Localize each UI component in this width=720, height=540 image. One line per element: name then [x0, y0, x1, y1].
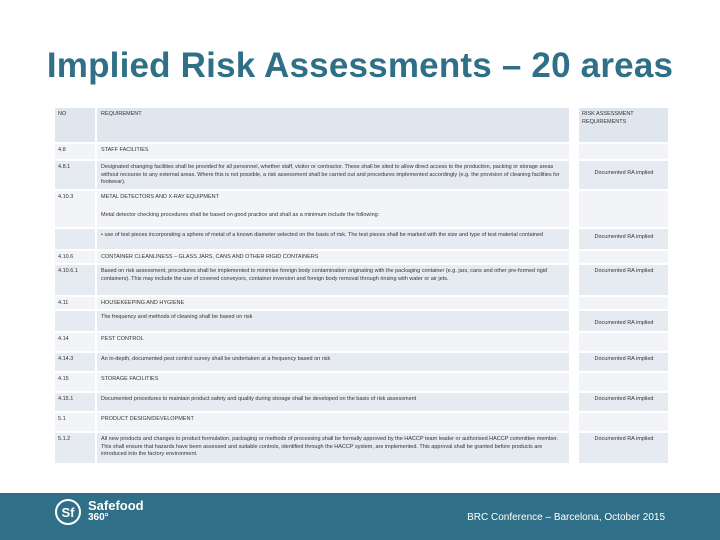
logo-name: Safefood [88, 498, 144, 513]
row-no: 4.8.1 [55, 161, 95, 189]
requirements-table [55, 108, 668, 465]
risk-label: Documented RA implied [594, 320, 654, 326]
row-risk [579, 333, 668, 351]
conference-label: BRC Conference – Barcelona, October 2015 [467, 512, 665, 523]
table-row [55, 353, 668, 373]
row-no: 4.15 [55, 373, 95, 391]
row-no: 4.14.3 [55, 353, 95, 371]
row-requirement: • use of test pieces incorporating a sphere of metal of a known diameter selected on the basis of risk. The test pieces shall be marked with the size and type of test material contained [95, 229, 569, 249]
row-risk [579, 297, 668, 309]
header-no: NO [55, 108, 95, 142]
row-requirement: PRODUCT DESIGN/DEVELOPMENT [95, 413, 569, 431]
table-row [55, 191, 668, 229]
column-gap [569, 373, 579, 391]
row-risk [579, 265, 668, 295]
risk-label: Documented RA implied [594, 268, 654, 274]
column-gap [569, 161, 579, 189]
table-row [55, 265, 668, 297]
table-row [55, 229, 668, 251]
header-risk: RISK ASSESSMENT REQUIREMENTS [579, 108, 668, 142]
row-requirement: Designated changing facilities shall be provided for all personnel, whether staff, visitor or contractor. These shall be sited to allow direct access to the production, packing or storage areas without recourse to any external areas. Where this is not possible, a risk assessment shall be carried out and procedures implemented accordingly (e.g. the provision of cleaning facilities for footwear). [95, 161, 569, 189]
slide-title: Implied Risk Assessments – 20 areas [46, 46, 674, 85]
row-requirement: CONTAINER CLEANLINESS – GLASS JARS, CANS AND OTHER RIGID CONTAINERS [95, 251, 569, 263]
column-gap [569, 265, 579, 295]
row-no: 4.10.6.1 [55, 265, 95, 295]
risk-label [582, 416, 666, 422]
row-requirement: The frequency and methods of cleaning shall be based on risk [95, 311, 569, 331]
footer-bar [0, 493, 720, 540]
column-gap [569, 251, 579, 263]
row-heading: METAL DETECTORS AND X-RAY EQUIPMENT [101, 194, 219, 200]
safefood-logo-icon: Sf [55, 499, 81, 525]
risk-label [582, 147, 666, 153]
risk-label [582, 376, 666, 382]
row-no: 4.15.1 [55, 393, 95, 411]
row-risk [579, 191, 668, 227]
row-risk [579, 353, 668, 371]
table-header [55, 108, 668, 144]
row-no: 4.8 [55, 144, 95, 159]
risk-label: Documented RA implied [594, 396, 654, 402]
row-risk [579, 311, 668, 331]
risk-label [582, 336, 666, 342]
column-gap [569, 108, 579, 142]
column-gap [569, 433, 579, 463]
column-gap [569, 229, 579, 249]
row-risk [579, 251, 668, 263]
row-risk [579, 413, 668, 431]
column-gap [569, 393, 579, 411]
table-row [55, 393, 668, 413]
row-requirement: STORAGE FACILITIES [95, 373, 569, 391]
row-no: 5.1.2 [55, 433, 95, 463]
risk-label: Documented RA implied [594, 356, 654, 362]
table-row [55, 373, 668, 393]
column-gap [569, 333, 579, 351]
row-no: 4.10.3 [55, 191, 95, 227]
risk-label [582, 254, 666, 260]
row-requirement: An in-depth, documented pest control survey shall be undertaken at a frequency based on risk [95, 353, 569, 371]
logo-sub: 360° [88, 512, 109, 523]
row-no: 5.1 [55, 413, 95, 431]
row-no [55, 311, 95, 331]
row-no: 4.10.6 [55, 251, 95, 263]
column-gap [569, 144, 579, 159]
row-risk [579, 161, 668, 189]
row-subtext: Metal detector checking procedures shall be based on good practice and shall as a minimum include the following: [101, 211, 380, 218]
row-risk [579, 393, 668, 411]
column-gap [569, 311, 579, 331]
row-risk [579, 433, 668, 463]
row-requirement: STAFF FACILITIES [95, 144, 569, 159]
row-no [55, 229, 95, 249]
row-risk [579, 144, 668, 159]
risk-label [582, 194, 666, 200]
column-gap [569, 191, 579, 227]
risk-label: Documented RA implied [594, 436, 654, 442]
risk-label: Documented RA implied [594, 170, 654, 176]
risk-label [582, 300, 666, 306]
column-gap [569, 413, 579, 431]
row-risk [579, 229, 668, 249]
row-requirement: All new products and changes to product formulation, packaging or methods of processing shall be formally approved by the HACCP team leader or authorised HACCP committee member. This shall ensure that hazards have been assessed and suitable controls, identified through the HACCP system, are implemented. This approval shall be granted before products are introduced into the factory environment. [95, 433, 569, 463]
row-risk [579, 373, 668, 391]
row-requirement: Documented procedures to maintain product safety and quality during storage shall be developed on the basis of risk assessment [95, 393, 569, 411]
row-no: 4.14 [55, 333, 95, 351]
table-row [55, 311, 668, 333]
header-requirement: REQUIREMENT [95, 108, 569, 142]
row-requirement: HOUSEKEEPING AND HYGIENE [95, 297, 569, 309]
table-row [55, 413, 668, 433]
risk-label: Documented RA implied [594, 234, 654, 240]
table-row [55, 144, 668, 161]
safefood-logo [55, 499, 144, 525]
row-no: 4.11 [55, 297, 95, 309]
column-gap [569, 353, 579, 371]
table-row [55, 251, 668, 265]
row-requirement [95, 191, 569, 227]
row-requirement: PEST CONTROL [95, 333, 569, 351]
table-row [55, 333, 668, 353]
logo-text [88, 500, 144, 524]
column-gap [569, 297, 579, 309]
table-row [55, 161, 668, 191]
table-row [55, 433, 668, 465]
table-row [55, 297, 668, 311]
row-requirement: Based on risk assessment, procedures shall be implemented to minimise foreign body contamination originating with the packaging container (e.g. jars, cans and other pre-formed rigid containers). This may include the use of covered conveyors, container inversion and foreign body removal through rinsing with water or air jets. [95, 265, 569, 295]
